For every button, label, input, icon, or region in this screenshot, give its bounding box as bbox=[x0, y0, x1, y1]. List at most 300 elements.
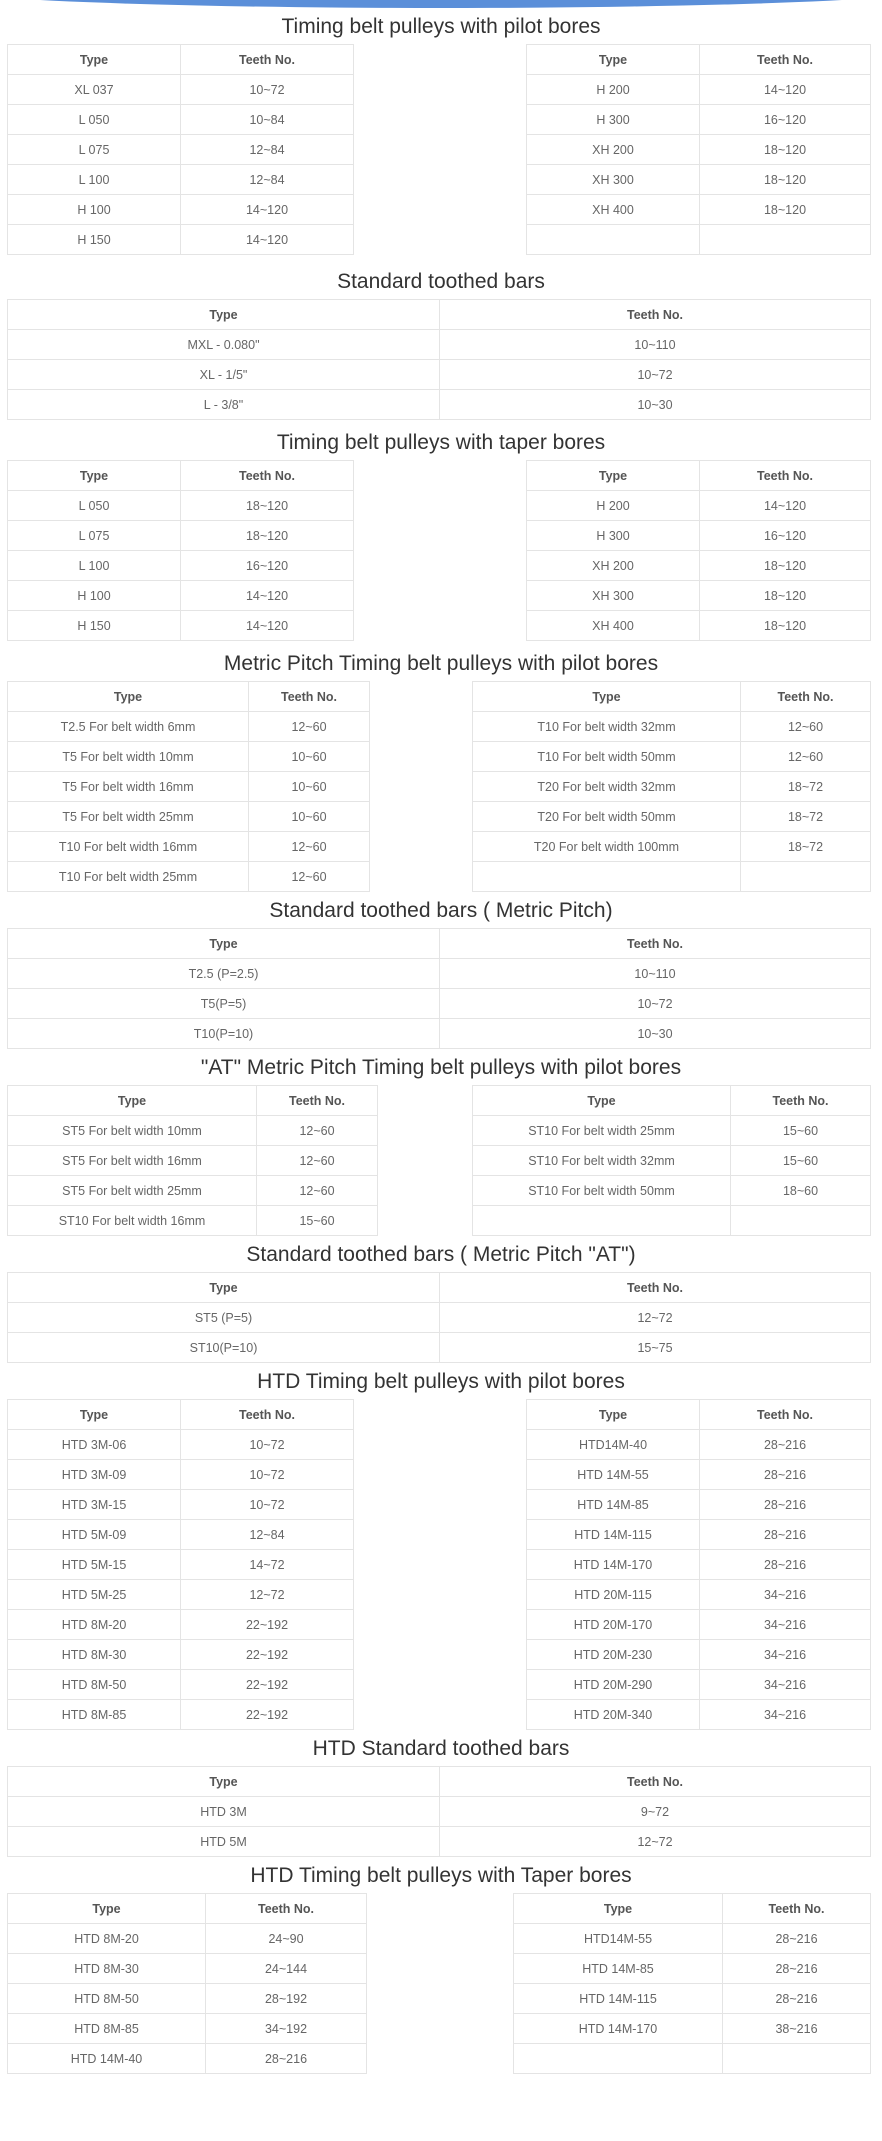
table-row bbox=[8, 1954, 871, 1984]
column-gap bbox=[367, 1984, 514, 2014]
teeth-cell: 18~60 bbox=[731, 1176, 871, 1206]
table-row bbox=[8, 989, 871, 1019]
teeth-cell bbox=[741, 862, 871, 892]
type-cell: T10 For belt width 25mm bbox=[8, 862, 249, 892]
section-std-bars bbox=[0, 265, 882, 426]
table-row bbox=[8, 360, 871, 390]
teeth-cell: 34~216 bbox=[700, 1670, 871, 1700]
type-cell: XH 400 bbox=[527, 195, 700, 225]
table-header-row bbox=[8, 1273, 871, 1303]
column-gap bbox=[370, 712, 473, 742]
column-gap bbox=[354, 521, 527, 551]
teeth-cell: 10~60 bbox=[249, 802, 370, 832]
type-cell: HTD 8M-85 bbox=[8, 2014, 206, 2044]
teeth-cell: 14~120 bbox=[181, 195, 354, 225]
type-cell: HTD 14M-170 bbox=[514, 2014, 723, 2044]
column-header: Type bbox=[527, 461, 700, 491]
column-header: Type bbox=[527, 1400, 700, 1430]
table-row bbox=[8, 491, 871, 521]
table-row bbox=[8, 1176, 871, 1206]
spec-table-metric-pilot bbox=[7, 681, 871, 892]
column-gap bbox=[354, 1700, 527, 1730]
teeth-cell: 16~120 bbox=[700, 105, 871, 135]
teeth-cell: 12~72 bbox=[440, 1303, 871, 1333]
teeth-cell: 12~60 bbox=[741, 742, 871, 772]
type-cell: XH 300 bbox=[527, 581, 700, 611]
section-title: HTD Timing belt pulleys with pilot bores bbox=[257, 1370, 625, 1393]
column-gap bbox=[354, 461, 527, 491]
table-row bbox=[8, 105, 871, 135]
column-gap bbox=[354, 611, 527, 641]
top-accent-arc bbox=[0, 0, 882, 8]
table-row bbox=[8, 2044, 871, 2074]
teeth-cell: 12~84 bbox=[181, 135, 354, 165]
teeth-cell: 14~120 bbox=[700, 491, 871, 521]
column-header: Teeth No. bbox=[440, 1767, 871, 1797]
column-header: Type bbox=[8, 929, 440, 959]
teeth-cell: 22~192 bbox=[181, 1640, 354, 1670]
column-gap bbox=[354, 75, 527, 105]
table-row bbox=[8, 581, 871, 611]
type-cell: ST10 For belt width 32mm bbox=[473, 1146, 731, 1176]
type-cell: XH 400 bbox=[527, 611, 700, 641]
type-cell: HTD14M-55 bbox=[514, 1924, 723, 1954]
teeth-cell: 10~72 bbox=[181, 75, 354, 105]
type-cell: T10 For belt width 50mm bbox=[473, 742, 741, 772]
teeth-cell: 34~216 bbox=[700, 1700, 871, 1730]
column-gap bbox=[367, 1954, 514, 1984]
type-cell: HTD 14M-85 bbox=[514, 1954, 723, 1984]
column-gap bbox=[378, 1146, 473, 1176]
table-row bbox=[8, 1430, 871, 1460]
table-header-row bbox=[8, 682, 871, 712]
type-cell: XL - 1/5" bbox=[8, 360, 440, 390]
teeth-cell: 10~84 bbox=[181, 105, 354, 135]
teeth-cell: 28~216 bbox=[206, 2044, 367, 2074]
table-header-row bbox=[8, 300, 871, 330]
column-header: Type bbox=[473, 1086, 731, 1116]
teeth-cell: 34~216 bbox=[700, 1610, 871, 1640]
column-header: Teeth No. bbox=[700, 45, 871, 75]
type-cell: T5 For belt width 25mm bbox=[8, 802, 249, 832]
type-cell: MXL - 0.080" bbox=[8, 330, 440, 360]
table-row bbox=[8, 1610, 871, 1640]
teeth-cell: 34~216 bbox=[700, 1580, 871, 1610]
column-header: Teeth No. bbox=[440, 300, 871, 330]
teeth-cell: 28~216 bbox=[700, 1490, 871, 1520]
table-header-row bbox=[8, 461, 871, 491]
column-gap bbox=[354, 1610, 527, 1640]
column-gap bbox=[378, 1116, 473, 1146]
teeth-cell: 28~216 bbox=[700, 1520, 871, 1550]
type-cell bbox=[527, 225, 700, 255]
teeth-cell: 12~60 bbox=[257, 1116, 378, 1146]
teeth-cell: 12~60 bbox=[257, 1146, 378, 1176]
type-cell: HTD 20M-340 bbox=[527, 1700, 700, 1730]
column-gap bbox=[354, 165, 527, 195]
table-row bbox=[8, 1924, 871, 1954]
column-header: Type bbox=[8, 45, 181, 75]
column-gap bbox=[370, 832, 473, 862]
column-gap bbox=[354, 45, 527, 75]
type-cell: T10(P=10) bbox=[8, 1019, 440, 1049]
type-cell: HTD 8M-50 bbox=[8, 1984, 206, 2014]
section-spacer bbox=[0, 255, 882, 265]
teeth-cell: 28~216 bbox=[723, 1924, 871, 1954]
table-row bbox=[8, 330, 871, 360]
type-cell: H 100 bbox=[8, 581, 181, 611]
teeth-cell: 14~120 bbox=[181, 225, 354, 255]
teeth-cell: 12~72 bbox=[181, 1580, 354, 1610]
type-cell: T10 For belt width 32mm bbox=[473, 712, 741, 742]
type-cell: HTD 8M-30 bbox=[8, 1640, 181, 1670]
column-gap bbox=[354, 1550, 527, 1580]
column-header: Type bbox=[8, 1400, 181, 1430]
teeth-cell: 15~60 bbox=[731, 1146, 871, 1176]
column-header: Type bbox=[8, 1086, 257, 1116]
type-cell: HTD 14M-115 bbox=[514, 1984, 723, 2014]
type-cell: HTD 5M-15 bbox=[8, 1550, 181, 1580]
teeth-cell: 10~110 bbox=[440, 330, 871, 360]
column-gap bbox=[370, 802, 473, 832]
column-gap bbox=[354, 1430, 527, 1460]
column-header: Type bbox=[8, 1894, 206, 1924]
teeth-cell: 12~60 bbox=[249, 862, 370, 892]
table-row bbox=[8, 1490, 871, 1520]
spec-table-std-bars-at bbox=[7, 1272, 871, 1363]
column-header: Teeth No. bbox=[723, 1894, 871, 1924]
teeth-cell: 10~72 bbox=[440, 989, 871, 1019]
spec-table-timing-pilot bbox=[7, 44, 871, 255]
column-gap bbox=[370, 742, 473, 772]
column-gap bbox=[354, 225, 527, 255]
spec-table-at-metric-pilot bbox=[7, 1085, 871, 1236]
table-row bbox=[8, 1640, 871, 1670]
teeth-cell: 12~84 bbox=[181, 1520, 354, 1550]
teeth-cell: 15~75 bbox=[440, 1333, 871, 1363]
type-cell: H 100 bbox=[8, 195, 181, 225]
type-cell: L 075 bbox=[8, 521, 181, 551]
teeth-cell bbox=[731, 1206, 871, 1236]
teeth-cell: 24~90 bbox=[206, 1924, 367, 1954]
teeth-cell: 18~120 bbox=[181, 491, 354, 521]
table-row bbox=[8, 1019, 871, 1049]
table-row bbox=[8, 1984, 871, 2014]
type-cell: XH 200 bbox=[527, 551, 700, 581]
column-gap bbox=[378, 1086, 473, 1116]
table-row bbox=[8, 2014, 871, 2044]
type-cell: T20 For belt width 100mm bbox=[473, 832, 741, 862]
column-header: Teeth No. bbox=[181, 1400, 354, 1430]
type-cell: HTD 3M-06 bbox=[8, 1430, 181, 1460]
column-gap bbox=[354, 491, 527, 521]
top-accent-bar bbox=[0, 0, 882, 10]
column-gap bbox=[370, 862, 473, 892]
table-row bbox=[8, 135, 871, 165]
type-cell: ST10(P=10) bbox=[8, 1333, 440, 1363]
type-cell: HTD 8M-85 bbox=[8, 1700, 181, 1730]
type-cell: L 050 bbox=[8, 105, 181, 135]
column-header: Teeth No. bbox=[206, 1894, 367, 1924]
type-cell: T5(P=5) bbox=[8, 989, 440, 1019]
teeth-cell: 15~60 bbox=[257, 1206, 378, 1236]
table-row bbox=[8, 1797, 871, 1827]
spec-table-std-bars-metric bbox=[7, 928, 871, 1049]
teeth-cell: 22~192 bbox=[181, 1610, 354, 1640]
teeth-cell: 38~216 bbox=[723, 2014, 871, 2044]
type-cell bbox=[514, 2044, 723, 2074]
teeth-cell: 12~84 bbox=[181, 165, 354, 195]
table-row bbox=[8, 75, 871, 105]
teeth-cell bbox=[723, 2044, 871, 2074]
type-cell: HTD 3M bbox=[8, 1797, 440, 1827]
column-gap bbox=[378, 1206, 473, 1236]
teeth-cell: 28~192 bbox=[206, 1984, 367, 2014]
table-row bbox=[8, 1146, 871, 1176]
table-header-row bbox=[8, 1767, 871, 1797]
teeth-cell: 16~120 bbox=[700, 521, 871, 551]
teeth-cell: 10~60 bbox=[249, 772, 370, 802]
table-row bbox=[8, 1460, 871, 1490]
column-header: Type bbox=[473, 682, 741, 712]
table-row bbox=[8, 225, 871, 255]
teeth-cell: 14~120 bbox=[181, 581, 354, 611]
section-title: Timing belt pulleys with pilot bores bbox=[281, 15, 601, 38]
section-title: "AT" Metric Pitch Timing belt pulleys with pilot bores bbox=[200, 1056, 682, 1079]
teeth-cell: 22~192 bbox=[181, 1670, 354, 1700]
type-cell: T5 For belt width 10mm bbox=[8, 742, 249, 772]
column-header: Teeth No. bbox=[181, 45, 354, 75]
teeth-cell: 18~120 bbox=[700, 611, 871, 641]
type-cell: L 050 bbox=[8, 491, 181, 521]
type-cell: HTD 5M bbox=[8, 1827, 440, 1857]
table-row bbox=[8, 195, 871, 225]
type-cell: HTD 14M-115 bbox=[527, 1520, 700, 1550]
table-header-row bbox=[8, 929, 871, 959]
teeth-cell: 18~120 bbox=[181, 521, 354, 551]
column-gap bbox=[354, 551, 527, 581]
table-row bbox=[8, 1206, 871, 1236]
column-gap bbox=[370, 682, 473, 712]
type-cell: HTD 8M-20 bbox=[8, 1924, 206, 1954]
section-htd-pilot bbox=[0, 1365, 882, 1732]
type-cell: L 100 bbox=[8, 165, 181, 195]
type-cell: ST5 For belt width 16mm bbox=[8, 1146, 257, 1176]
type-cell: HTD 5M-25 bbox=[8, 1580, 181, 1610]
teeth-cell: 28~216 bbox=[723, 1984, 871, 2014]
type-cell: H 300 bbox=[527, 105, 700, 135]
column-header: Teeth No. bbox=[440, 929, 871, 959]
type-cell: T5 For belt width 16mm bbox=[8, 772, 249, 802]
type-cell: T2.5 (P=2.5) bbox=[8, 959, 440, 989]
teeth-cell: 10~72 bbox=[181, 1490, 354, 1520]
teeth-cell: 24~144 bbox=[206, 1954, 367, 1984]
column-header: Teeth No. bbox=[731, 1086, 871, 1116]
column-header: Type bbox=[8, 461, 181, 491]
column-gap bbox=[354, 1520, 527, 1550]
type-cell: L 100 bbox=[8, 551, 181, 581]
table-row bbox=[8, 165, 871, 195]
teeth-cell bbox=[700, 225, 871, 255]
column-gap bbox=[367, 1894, 514, 1924]
table-row bbox=[8, 959, 871, 989]
type-cell: HTD 14M-170 bbox=[527, 1550, 700, 1580]
section-title: Timing belt pulleys with taper bores bbox=[276, 431, 606, 454]
spec-table-timing-taper bbox=[7, 460, 871, 641]
column-header: Type bbox=[514, 1894, 723, 1924]
column-header: Teeth No. bbox=[249, 682, 370, 712]
teeth-cell: 12~60 bbox=[249, 832, 370, 862]
type-cell bbox=[473, 1206, 731, 1236]
type-cell: H 300 bbox=[527, 521, 700, 551]
teeth-cell: 10~30 bbox=[440, 390, 871, 420]
type-cell: T20 For belt width 50mm bbox=[473, 802, 741, 832]
type-cell: ST10 For belt width 25mm bbox=[473, 1116, 731, 1146]
teeth-cell: 10~72 bbox=[181, 1460, 354, 1490]
teeth-cell: 28~216 bbox=[700, 1550, 871, 1580]
column-gap bbox=[354, 581, 527, 611]
teeth-cell: 18~72 bbox=[741, 832, 871, 862]
type-cell: HTD14M-40 bbox=[527, 1430, 700, 1460]
type-cell: HTD 3M-09 bbox=[8, 1460, 181, 1490]
type-cell: ST10 For belt width 16mm bbox=[8, 1206, 257, 1236]
column-header: Teeth No. bbox=[700, 461, 871, 491]
column-header: Teeth No. bbox=[181, 461, 354, 491]
teeth-cell: 12~72 bbox=[440, 1827, 871, 1857]
table-row bbox=[8, 802, 871, 832]
teeth-cell: 12~60 bbox=[257, 1176, 378, 1206]
spec-table-htd-bars bbox=[7, 1766, 871, 1857]
column-header: Teeth No. bbox=[700, 1400, 871, 1430]
type-cell: ST5 For belt width 10mm bbox=[8, 1116, 257, 1146]
type-cell: HTD 14M-85 bbox=[527, 1490, 700, 1520]
section-title: Metric Pitch Timing belt pulleys with pilot bores bbox=[223, 652, 659, 675]
column-header: Type bbox=[8, 1273, 440, 1303]
catalog-sections bbox=[0, 10, 882, 2074]
type-cell: HTD 14M-55 bbox=[527, 1460, 700, 1490]
table-row bbox=[8, 611, 871, 641]
column-gap bbox=[378, 1176, 473, 1206]
table-row bbox=[8, 742, 871, 772]
teeth-cell: 34~216 bbox=[700, 1640, 871, 1670]
column-gap bbox=[367, 2044, 514, 2074]
type-cell: T20 For belt width 32mm bbox=[473, 772, 741, 802]
teeth-cell: 10~72 bbox=[440, 360, 871, 390]
teeth-cell: 34~192 bbox=[206, 2014, 367, 2044]
table-row bbox=[8, 390, 871, 420]
type-cell: H 150 bbox=[8, 611, 181, 641]
teeth-cell: 10~110 bbox=[440, 959, 871, 989]
type-cell: ST5 (P=5) bbox=[8, 1303, 440, 1333]
table-header-row bbox=[8, 45, 871, 75]
type-cell: HTD 20M-230 bbox=[527, 1640, 700, 1670]
table-row bbox=[8, 772, 871, 802]
section-title: Standard toothed bars bbox=[337, 270, 545, 293]
section-std-bars-metric bbox=[0, 894, 882, 1051]
table-row bbox=[8, 551, 871, 581]
table-row bbox=[8, 1116, 871, 1146]
section-title: HTD Standard toothed bars bbox=[312, 1737, 570, 1760]
column-gap bbox=[354, 1580, 527, 1610]
column-gap bbox=[367, 2014, 514, 2044]
section-htd-bars bbox=[0, 1732, 882, 1859]
type-cell: HTD 8M-50 bbox=[8, 1670, 181, 1700]
table-row bbox=[8, 1580, 871, 1610]
column-gap bbox=[367, 1924, 514, 1954]
section-std-bars-at bbox=[0, 1238, 882, 1365]
type-cell: HTD 20M-170 bbox=[527, 1610, 700, 1640]
column-gap bbox=[354, 1460, 527, 1490]
type-cell: HTD 8M-30 bbox=[8, 1954, 206, 1984]
teeth-cell: 9~72 bbox=[440, 1797, 871, 1827]
section-htd-taper bbox=[0, 1859, 882, 2074]
type-cell: H 200 bbox=[527, 491, 700, 521]
section-title: Standard toothed bars ( Metric Pitch) bbox=[269, 899, 613, 922]
type-cell: H 150 bbox=[8, 225, 181, 255]
teeth-cell: 14~72 bbox=[181, 1550, 354, 1580]
table-row bbox=[8, 1550, 871, 1580]
column-gap bbox=[354, 1490, 527, 1520]
teeth-cell: 28~216 bbox=[700, 1460, 871, 1490]
type-cell: HTD 5M-09 bbox=[8, 1520, 181, 1550]
column-gap bbox=[370, 772, 473, 802]
teeth-cell: 18~120 bbox=[700, 581, 871, 611]
section-title: Standard toothed bars ( Metric Pitch "AT") bbox=[246, 1243, 636, 1266]
column-gap bbox=[354, 1670, 527, 1700]
teeth-cell: 18~120 bbox=[700, 165, 871, 195]
teeth-cell: 18~120 bbox=[700, 135, 871, 165]
teeth-cell: 18~72 bbox=[741, 802, 871, 832]
table-row bbox=[8, 1333, 871, 1363]
table-row bbox=[8, 832, 871, 862]
type-cell: XH 300 bbox=[527, 165, 700, 195]
teeth-cell: 10~72 bbox=[181, 1430, 354, 1460]
teeth-cell: 12~60 bbox=[741, 712, 871, 742]
type-cell: XH 200 bbox=[527, 135, 700, 165]
type-cell: HTD 20M-115 bbox=[527, 1580, 700, 1610]
column-header: Type bbox=[8, 682, 249, 712]
section-at-metric-pilot bbox=[0, 1051, 882, 1238]
column-gap bbox=[354, 195, 527, 225]
type-cell: T10 For belt width 16mm bbox=[8, 832, 249, 862]
teeth-cell: 14~120 bbox=[181, 611, 354, 641]
table-row bbox=[8, 1700, 871, 1730]
column-header: Type bbox=[8, 1767, 440, 1797]
type-cell: ST10 For belt width 50mm bbox=[473, 1176, 731, 1206]
type-cell: HTD 8M-20 bbox=[8, 1610, 181, 1640]
section-timing-pilot bbox=[0, 10, 882, 265]
teeth-cell: 18~120 bbox=[700, 551, 871, 581]
teeth-cell: 15~60 bbox=[731, 1116, 871, 1146]
section-timing-taper bbox=[0, 426, 882, 647]
type-cell: T2.5 For belt width 6mm bbox=[8, 712, 249, 742]
section-title: HTD Timing belt pulleys with Taper bores bbox=[250, 1864, 632, 1887]
teeth-cell: 10~30 bbox=[440, 1019, 871, 1049]
teeth-cell: 12~60 bbox=[249, 712, 370, 742]
table-header-row bbox=[8, 1400, 871, 1430]
table-header-row bbox=[8, 1086, 871, 1116]
type-cell: HTD 20M-290 bbox=[527, 1670, 700, 1700]
type-cell: HTD 3M-15 bbox=[8, 1490, 181, 1520]
table-row bbox=[8, 521, 871, 551]
teeth-cell: 22~192 bbox=[181, 1700, 354, 1730]
column-gap bbox=[354, 105, 527, 135]
column-header: Teeth No. bbox=[741, 682, 871, 712]
type-cell: ST5 For belt width 25mm bbox=[8, 1176, 257, 1206]
spec-table-htd-pilot bbox=[7, 1399, 871, 1730]
teeth-cell: 14~120 bbox=[700, 75, 871, 105]
teeth-cell: 18~120 bbox=[700, 195, 871, 225]
